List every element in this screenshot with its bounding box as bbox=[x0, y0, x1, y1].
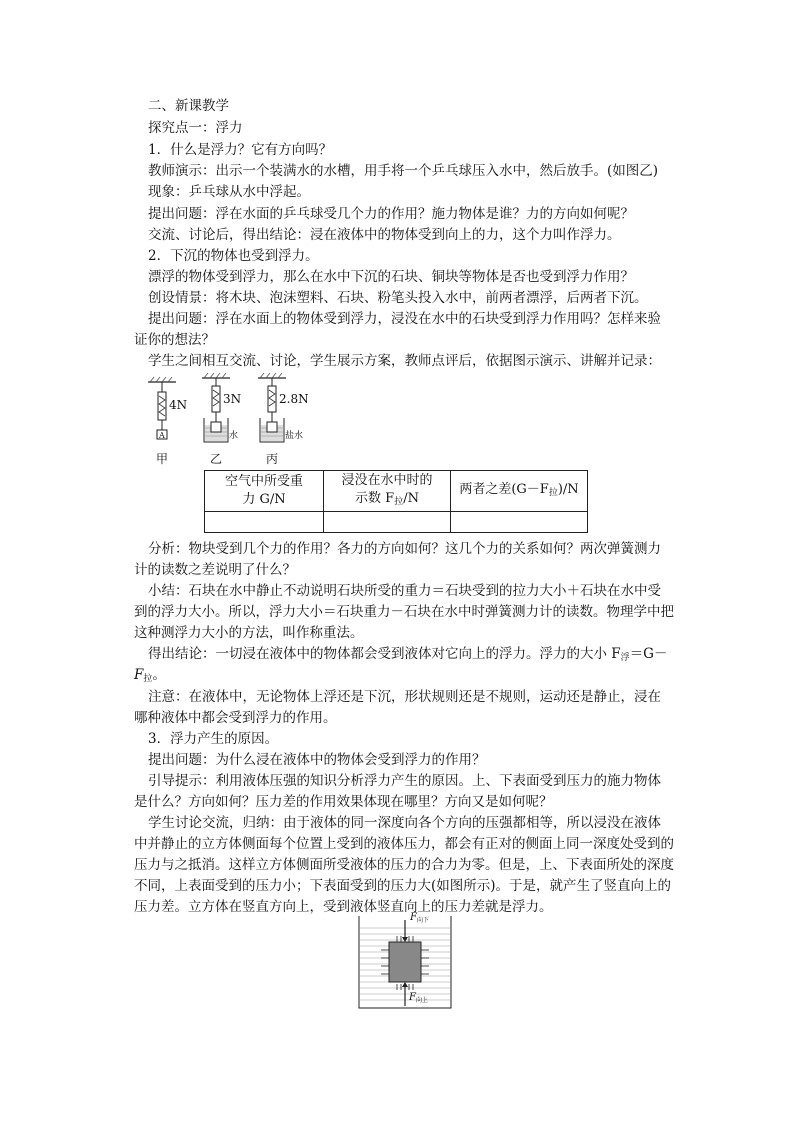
summary-cont-1: 到的浮力大小。所以，浮力大小＝石块重力－石块在水中时弹簧测力计的读数。物理学中把 bbox=[134, 604, 674, 620]
weight-2-8n: 2.8N bbox=[279, 392, 309, 406]
weight-3n: 3N bbox=[223, 392, 242, 406]
analysis-cont: 计的读数之差说明了什么？ bbox=[134, 562, 296, 578]
floating-text: 漂浮的物体受到浮力，那么在水中下沉的石块、铜块等物体是否也受到浮力作用？ bbox=[148, 269, 634, 285]
table-cell bbox=[205, 512, 324, 533]
discussion: 学生讨论交流，归纳：由于液体的同一深度向各个方向的压强都相等，所以浸没在液体 bbox=[148, 815, 661, 831]
hint-cont: 是什么？方向如何？压力差的作用效果体现在哪里？方向又是如何呢？ bbox=[134, 794, 553, 810]
water-label: 水 bbox=[229, 431, 239, 441]
header-difference: 两者之差$(G-F_拉)/N$ bbox=[451, 471, 588, 512]
summary: 小结：石块在水中静止不动说明石块所受的重力＝石块受到的拉力大小＋石块在水中受 bbox=[148, 583, 661, 599]
conclusion-1: 交流、讨论后，得出结论：浸在液体中的物体受到向上的力，这个力叫作浮力。 bbox=[148, 227, 621, 243]
raise-question-1: 提出问题：浮在水面的乒乓球受几个力的作用？施力物体是谁？力的方向如何呢？ bbox=[148, 206, 634, 222]
summary-cont-2: 这种测浮力大小的方法，叫作称重法。 bbox=[134, 625, 364, 641]
question-2: 2．下沉的物体也受到浮力。 bbox=[148, 248, 319, 264]
caption-yi: 乙 bbox=[210, 452, 223, 466]
section-title: 二、新课教学 bbox=[148, 98, 229, 114]
table-cell bbox=[451, 512, 588, 533]
result-cont: $F_拉$。 bbox=[134, 667, 166, 684]
header-reading: 浸没在水中时的 示数 $F_拉/N$ bbox=[324, 471, 451, 512]
caption-bing: 丙 bbox=[266, 452, 279, 466]
discussion-cont-2: 压力与之抵消。这样立方体侧面所受液体的压力的合力为零。但是，上、下表面所处的深度 bbox=[134, 857, 674, 873]
hint: 引导提示：利用液体压强的知识分析浮力产生的原因。上、下表面受到压力的施力物体 bbox=[148, 773, 661, 789]
topic-heading: 探究点一：浮力 bbox=[148, 120, 243, 136]
table-row bbox=[205, 512, 588, 533]
saltwater-label: 盐水 bbox=[285, 431, 304, 441]
measurement-table bbox=[204, 470, 588, 533]
teacher-demo: 教师演示：出示一个装满水的水槽，用手将一个乒乓球压入水中，然后放手。(如图乙) bbox=[148, 163, 659, 179]
discussion-cont-4: 压力差。立方体在竖直方向上，受到液体竖直向上的压力差就是浮力。 bbox=[134, 899, 553, 915]
question-3: 3．浮力产生的原因。 bbox=[148, 731, 279, 747]
raise-question-3: 提出问题：为什么浸在液体中的物体会受到浮力的作用？ bbox=[148, 752, 486, 768]
table-header-row bbox=[205, 471, 588, 512]
table-cell bbox=[324, 512, 451, 533]
force-up-label: $F_{向上}$ bbox=[409, 992, 428, 1004]
scenario-text: 创设情景：将木块、泡沫塑料、石块、粉笔头投入水中，前两者漂浮，后两者下沉。 bbox=[148, 290, 648, 306]
discussion-cont-1: 中并静止的立方体侧面每个位置上受到的液体压力，都会有正对的侧面上同一深度处受到的 bbox=[134, 836, 674, 852]
discussion-cont-3: 不同，上表面受到的压力小；下表面受到的压力大(如图所示)。于是，就产生了竖直向上的 bbox=[134, 878, 672, 894]
spring-scale-figure bbox=[146, 372, 306, 468]
cube-pressure-figure bbox=[357, 914, 453, 1010]
raise-question-2: 提出问题：浮在水面上的物体受到浮力，浸没在水中的石块受到浮力作用吗？怎样来验 bbox=[148, 311, 661, 327]
raise-question-2-cont: 证你的想法？ bbox=[134, 332, 215, 348]
force-down-label: $F_{向下}$ bbox=[410, 912, 429, 924]
header-weight: 空气中所受重 力 G/N bbox=[205, 471, 324, 512]
note: 注意：在液体中，无论物体上浮还是下沉，形状规则还是不规则，运动还是静止，浸在 bbox=[148, 689, 661, 705]
block-label-a: A bbox=[159, 431, 165, 440]
result: 得出结论：一切浸在液体中的物体都会受到液体对它向上的浮力。浮力的大小 $F_浮=G-$ bbox=[148, 646, 668, 663]
weight-4n: 4N bbox=[169, 398, 188, 412]
phenomenon: 现象：乒乓球从水中浮起。 bbox=[148, 184, 310, 200]
caption-jia: 甲 bbox=[156, 452, 169, 466]
students-text: 学生之间相互交流、讨论，学生展示方案，教师点评后，依据图示演示、讲解并记录： bbox=[148, 353, 661, 369]
question-1: 1．什么是浮力？它有方向吗？ bbox=[148, 142, 333, 158]
analysis: 分析：物块受到几个力的作用？各力的方向如何？这几个力的关系如何？两次弹簧测力 bbox=[148, 541, 661, 557]
note-cont: 哪种液体中都会受到浮力的作用。 bbox=[134, 710, 337, 726]
